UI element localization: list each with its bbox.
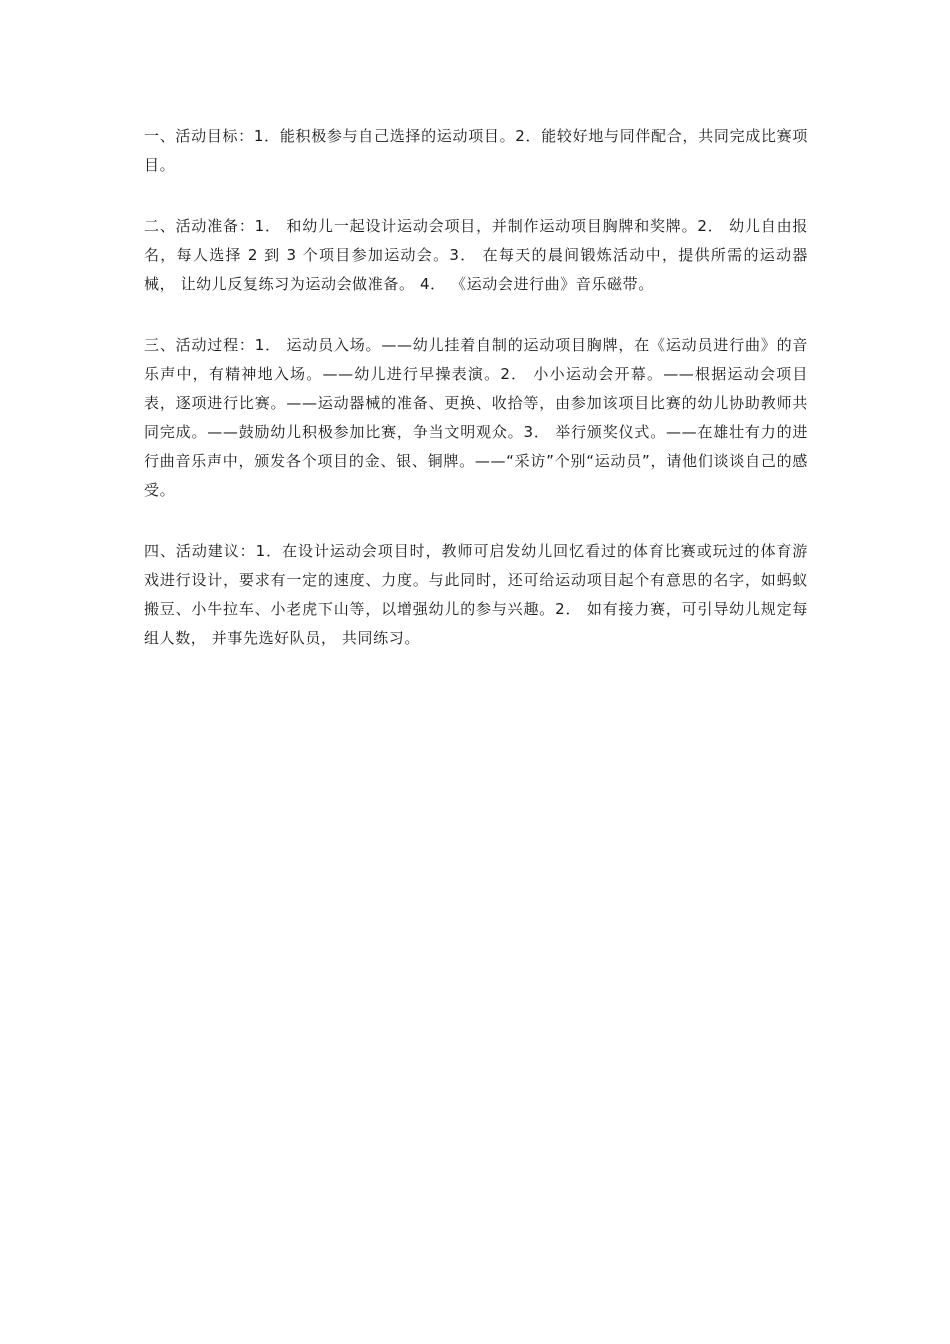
document-body [144, 122, 808, 685]
paragraph-activity-process: 三、活动过程：1． 运动员入场。——幼儿挂着自制的运动项目胸牌，在《运动员进行曲》的音乐声中，有精神地入场。——幼儿进行早操表演。2． 小小运动会开幕。——根据运动会项目表，逐项进行比赛。——运动器械的准备、更换、收拾等，由参加该项目比赛的幼儿协助教师共同完成。——鼓励幼儿积极参加比赛，争当文明观众。3． 举行颁奖仪式。——在雄壮有力的进行曲音乐声中，颁发各个项目的金、银、铜牌。——“采访”个别“运动员”，请他们谈谈自己的感受。 [144, 336, 808, 499]
paragraph-activity-suggestions: 四、活动建议：1．在设计运动会项目时，教师可启发幼儿回忆看过的体育比赛或玩过的体育游戏进行设计，要求有一定的速度、力度。与此同时，还可给运动项目起个有意思的名字，如蚂蚁搬豆、小牛拉车、小老虎下山等，以增强幼儿的参与兴趣。2． 如有接力赛，可引导幼儿规定每组人数， 并事先选好队员， 共同练习。 [144, 542, 808, 647]
paragraph-activity-goals: 一、活动目标：1．能积极参与自己选择的运动项目。2．能较好地与同伴配合，共同完成比赛项目。 [144, 127, 808, 174]
paragraph-activity-preparation: 二、活动准备：1． 和幼儿一起设计运动会项目，并制作运动项目胸牌和奖牌。2． 幼儿自由报名，每人选择 2 到 3 个项目参加运动会。3． 在每天的晨间锻炼活动中，提供所需的运动器械， 让幼儿反复练习为运动会做准备。 4． 《运动会进行曲》音乐磁带。 [144, 217, 808, 293]
